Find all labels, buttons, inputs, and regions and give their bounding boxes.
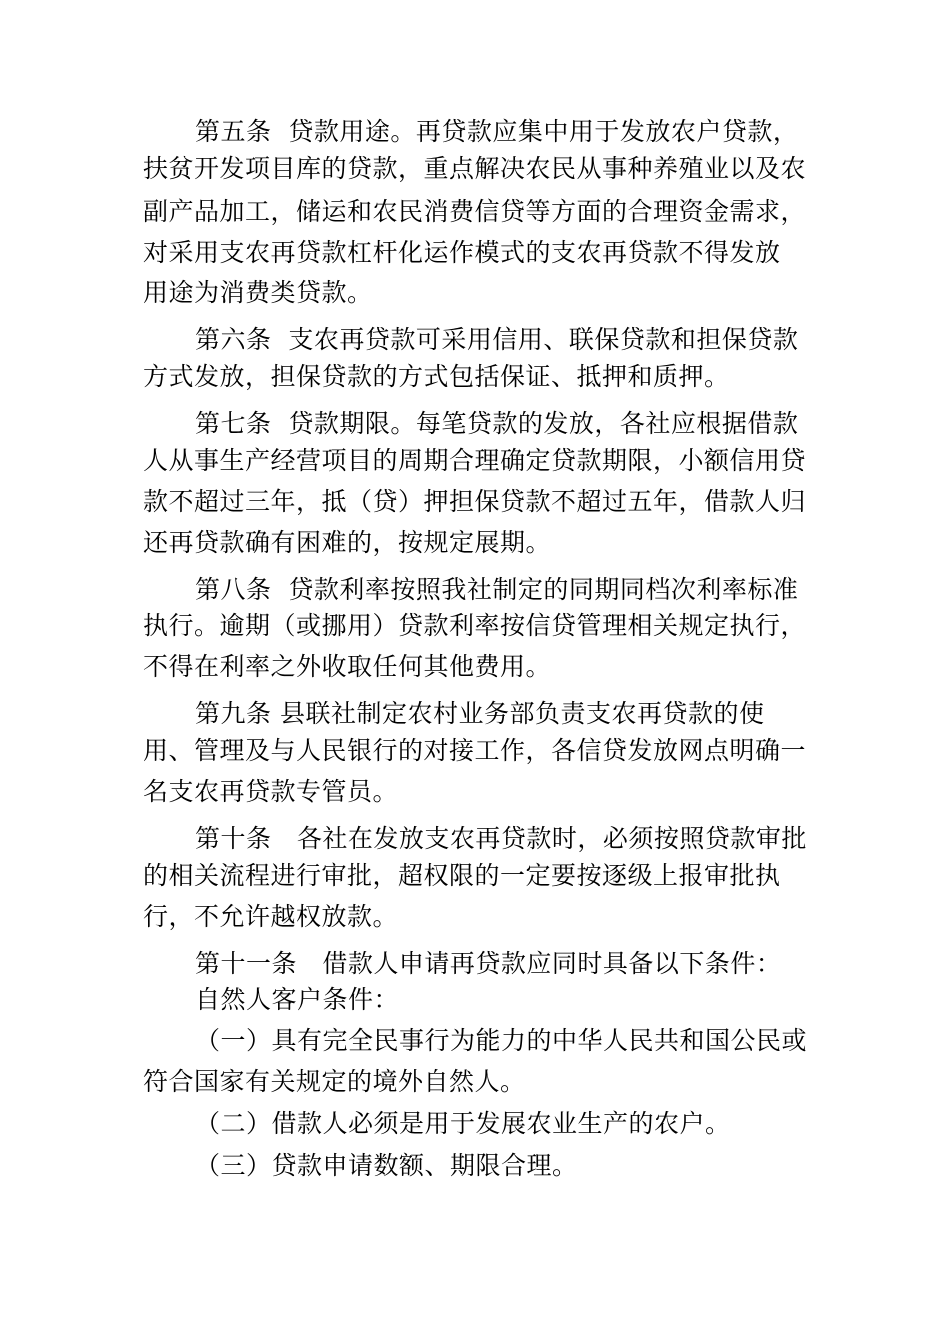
article-10-line-3: 行，不允许越权放款。 [143,902,399,931]
article-9-line-3: 名支农再贷款专管员。 [143,777,399,806]
article-9-line-1: 第九条 县联社制定农村业务部负责支农再贷款的使 [195,699,765,728]
condition-2: （二）借款人必须是用于发展农业生产的农户。 [195,1109,731,1138]
article-5-line-2: 扶贫开发项目库的贷款，重点解决农民从事种养殖业以及农 [143,154,807,183]
condition-3: （三）贷款申请数额、期限合理。 [195,1151,578,1180]
article-8-line-3: 不得在利率之外收取任何其他费用。 [143,652,552,681]
article-11-line-1: 第十一条 借款人申请再贷款应同时具备以下条件： [195,949,782,978]
article-7-line-2: 人从事生产经营项目的周期合理确定贷款期限，小额信用贷 [143,446,807,475]
article-5-line-1: 第五条 贷款用途。再贷款应集中用于发放农户贷款， [195,117,799,146]
article-7-line-4: 还再贷款确有困难的，按规定展期。 [143,528,552,557]
article-6-line-2: 方式发放，担保贷款的方式包括保证、抵押和质押。 [143,362,730,391]
article-5-line-5: 用途为消费类贷款。 [143,278,373,307]
article-5-line-3: 副产品加工，储运和农民消费信贷等方面的合理资金需求， [143,197,807,226]
article-8-line-1: 第八条 贷款利率按照我社制定的同期同档次利率标准 [195,575,799,604]
article-10-line-1: 第十条 各社在发放支农再贷款时，必须按照贷款审批 [195,824,807,853]
natural-person-heading: 自然人客户条件： [195,985,400,1014]
condition-1-line-2: 符合国家有关规定的境外自然人。 [143,1067,526,1096]
article-10-line-2: 的相关流程进行审批，超权限的一定要按逐级上报审批执 [143,861,781,890]
article-8-line-2: 执行。逾期（或挪用）贷款利率按信贷管理相关规定执行， [143,611,807,640]
condition-1-line-1: （一）具有完全民事行为能力的中华人民共和国公民或 [195,1026,808,1055]
article-9-line-2: 用、管理及与人民银行的对接工作，各信贷发放网点明确一 [143,736,807,765]
article-7-line-3: 款不超过三年，抵（贷）押担保贷款不超过五年，借款人归 [143,487,807,516]
article-7-line-1: 第七条 贷款期限。每笔贷款的发放，各社应根据借款 [195,409,799,438]
article-6-line-1: 第六条 支农再贷款可采用信用、联保贷款和担保贷款 [195,325,799,354]
article-5-line-4: 对采用支农再贷款杠杆化运作模式的支农再贷款不得发放 [143,238,781,267]
